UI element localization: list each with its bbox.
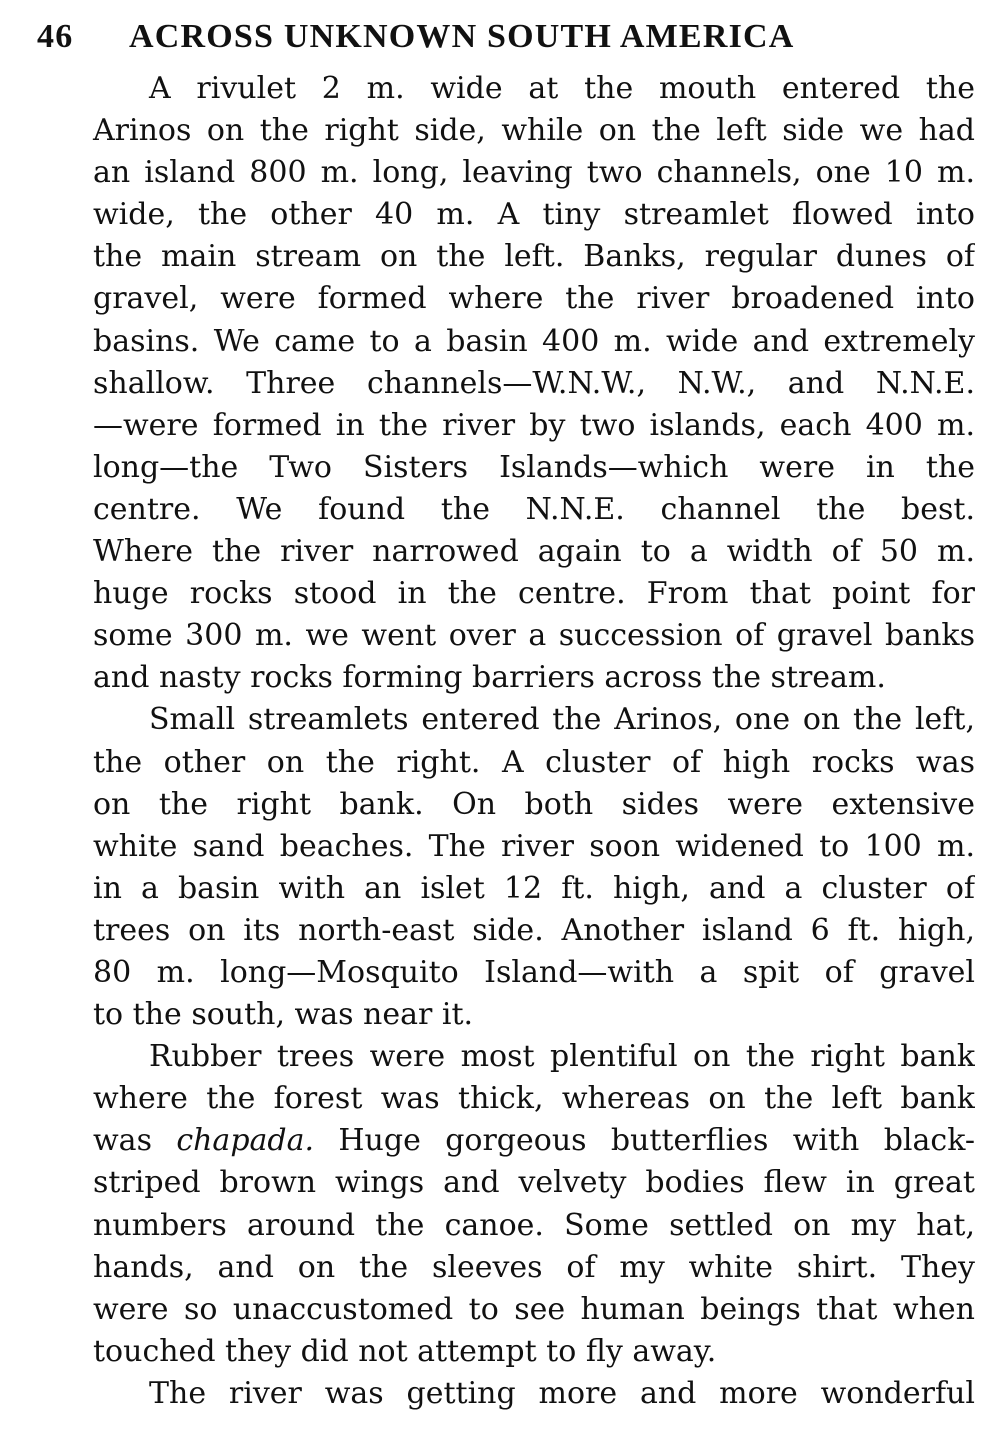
text-line: centre. We found the N.N.E. channel the best.	[93, 491, 975, 527]
paragraph-1	[37, 68, 975, 699]
text-line: Rubber trees were most plentiful on the right bank	[149, 1039, 975, 1075]
text-line: —were formed in the river by two islands, each 400 m.	[93, 407, 975, 443]
text-line: The river was getting more and more wonderful	[149, 1375, 975, 1411]
page-number: 46	[37, 18, 74, 55]
text-line: and nasty rocks forming barriers across the stream.	[93, 660, 886, 696]
running-head	[37, 18, 975, 68]
paragraph-3	[37, 1036, 975, 1373]
paragraph-2	[37, 699, 975, 1036]
text-line: Where the river narrowed again to a width of 50 m.	[93, 534, 975, 570]
text-line: striped brown wings and velvety bodies flew in great	[93, 1165, 975, 1201]
body-text	[37, 68, 975, 1415]
text-line: Arinos on the right side, while on the left side we had	[93, 113, 975, 149]
text-line: in a basin with an islet 12 ft. high, and a cluster of	[93, 870, 975, 906]
text-line: white sand beaches. The river soon widened to 100 m.	[93, 828, 975, 864]
text-line: the main stream on the left. Banks, regular dunes of	[93, 239, 975, 275]
text-line	[37, 1120, 975, 1162]
text-line: A rivulet 2 m. wide at the mouth entered the	[149, 71, 975, 106]
text-line: numbers around the canoe. Some settled on my hat,	[93, 1207, 975, 1243]
text-line: were so unaccustomed to see human beings that when	[93, 1291, 975, 1327]
text-line: hands, and on the sleeves of my white shirt. They	[93, 1249, 975, 1285]
italic-term: chapada.	[176, 1123, 315, 1159]
text-line: 80 m. long—Mosquito Island—with a spit of gravel	[93, 954, 975, 990]
text-line: wide, the other 40 m. A tiny streamlet flowed into	[93, 197, 975, 233]
text-run: Huge gorgeous butterflies with black-	[314, 1123, 975, 1159]
text-line: where the forest was thick, whereas on the left bank	[93, 1081, 975, 1117]
book-page	[37, 18, 975, 1415]
text-line: touched they did not attempt to fly away.	[93, 1333, 717, 1369]
text-line: long—the Two Sisters Islands—which were in the	[93, 449, 975, 485]
text-line: on the right bank. On both sides were extensive	[93, 786, 975, 822]
text-line: Small streamlets entered the Arinos, one on the left,	[149, 702, 975, 738]
text-line: some 300 m. we went over a succession of gravel banks	[93, 618, 975, 654]
text-line: the other on the right. A cluster of high rocks was	[93, 744, 975, 780]
text-line: gravel, were formed where the river broadened into	[93, 281, 975, 317]
book-title: ACROSS UNKNOWN SOUTH AMERICA	[129, 18, 795, 55]
text-line: trees on its north-east side. Another island 6 ft. high,	[93, 912, 975, 948]
text-line: basins. We came to a basin 400 m. wide and extremely	[93, 323, 975, 359]
text-line: shallow. Three channels—W.N.W., N.W., and N.N.E.	[93, 365, 975, 401]
text-line: huge rocks stood in the centre. From that point for	[93, 576, 975, 612]
text-run: was	[93, 1123, 177, 1159]
text-line: an island 800 m. long, leaving two channels, one 10 m.	[93, 155, 975, 191]
text-line: to the south, was near it.	[93, 997, 474, 1033]
paragraph-4	[37, 1373, 975, 1415]
